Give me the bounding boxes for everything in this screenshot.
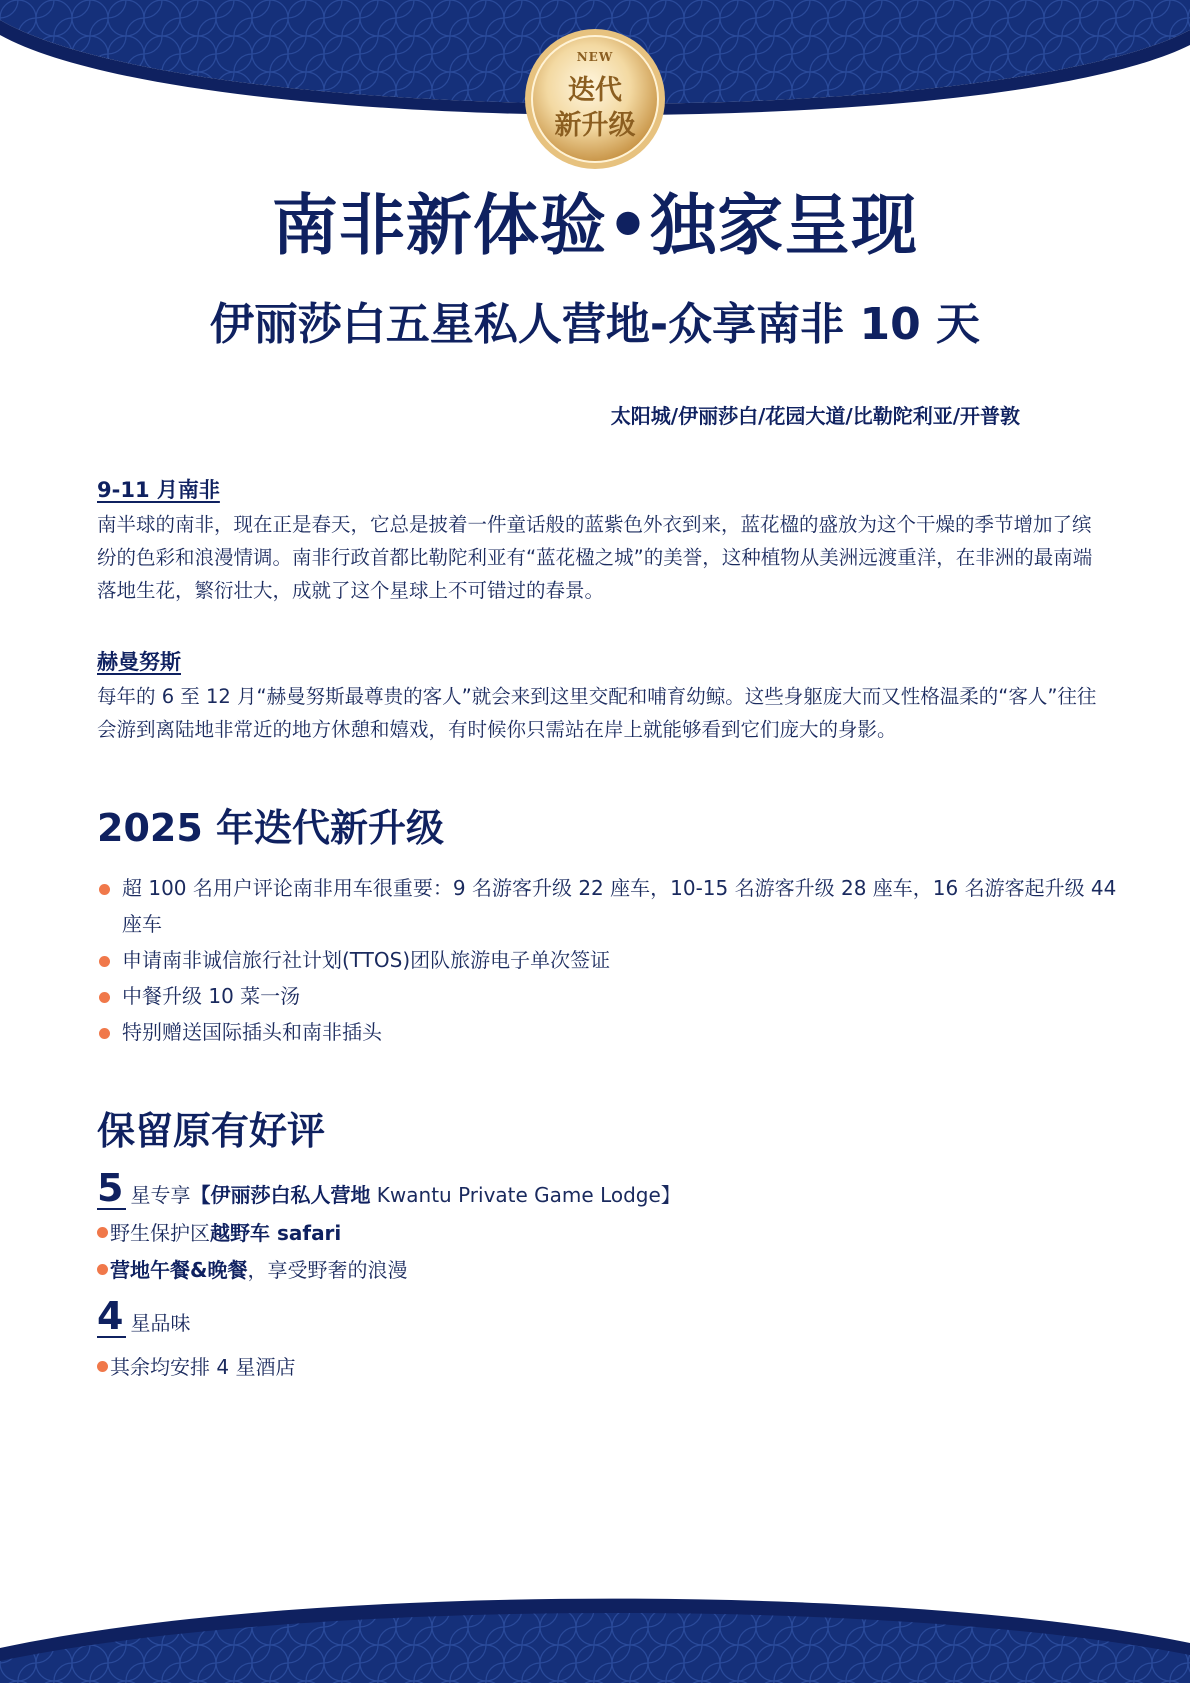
- section-hermanus: [97, 646, 1107, 746]
- page-subtitle: 伊丽莎白五星私人营地-众享南非 10 天: [209, 299, 981, 350]
- section-heading: 赫曼努斯: [97, 650, 181, 674]
- keep-heading: 保留原有好评: [97, 1109, 326, 1153]
- list-item: 野生保护区越野车 safari: [97, 1217, 341, 1246]
- page-title: 南非新体验•独家呈现: [271, 187, 919, 264]
- badge-line2: 新升级: [554, 110, 636, 141]
- route-line: 太阳城/伊丽莎白/花园大道/比勒陀利亚/开普敦: [610, 404, 1020, 428]
- bullet-dot-icon: [99, 1028, 110, 1039]
- badge-line1: 迭代: [568, 75, 622, 106]
- list-item: 超 100 名用户评论南非用车很重要：9 名游客升级 22 座车，10-15 名游客升级 28 座车，16 名游客起升级 44 座车: [97, 870, 1117, 942]
- bullet-dot-icon: [97, 1227, 108, 1238]
- four-star-row: [97, 1296, 190, 1338]
- upgrade-list: [97, 870, 1117, 1050]
- badge-new-label: NEW: [576, 50, 614, 64]
- five-star-row: [97, 1168, 681, 1210]
- new-upgrade-badge: [522, 26, 668, 172]
- list-item: 申请南非诚信旅行社计划(TTOS)团队旅游电子单次签证: [97, 942, 1117, 978]
- upgrade-heading: 2025 年迭代新升级: [97, 806, 444, 850]
- section-body: 每年的 6 至 12 月“赫曼努斯最尊贵的客人”就会来到这里交配和哺育幼鲸。这些身躯庞大而又性格温柔的“客人”往往会游到离陆地非常近的地方休憩和嬉戏，有时候你只需站在岸上就能够看到它们庞大的身影。: [97, 685, 1097, 741]
- bullet-dot-icon: [97, 1264, 108, 1275]
- list-item: 其余均安排 4 星酒店: [97, 1351, 295, 1380]
- bullet-dot-icon: [99, 956, 110, 967]
- five-star-number: 5: [97, 1168, 126, 1210]
- section-body: 南半球的南非，现在正是春天，它总是披着一件童话般的蓝紫色外衣到来，蓝花楹的盛放为这个干燥的季节增加了缤纷的色彩和浪漫情调。南非行政首都比勒陀利亚有“蓝花楹之城”的美誉，这种植物从美洲远渡重洋，在非洲的最南端落地生花，繁衍壮大，成就了这个星球上不可错过的春景。: [97, 513, 1093, 602]
- four-star-number: 4: [97, 1296, 126, 1338]
- bullet-dot-icon: [99, 992, 110, 1003]
- list-item: 特别赠送国际插头和南非插头: [97, 1014, 1117, 1050]
- section-spring: [97, 474, 1107, 607]
- section-heading: 9-11 月南非: [97, 478, 220, 502]
- bullet-dot-icon: [97, 1361, 108, 1372]
- bullet-dot-icon: [99, 884, 110, 895]
- list-item: 营地午餐&晚餐，享受野奢的浪漫: [97, 1254, 407, 1283]
- four-star-text: 星品味: [130, 1311, 191, 1335]
- list-item: 中餐升级 10 菜一汤: [97, 978, 1117, 1014]
- five-star-text: 星专享【伊丽莎白私人营地 Kwantu Private Game Lodge】: [130, 1183, 681, 1207]
- bottom-decorative-band: [0, 1573, 1190, 1683]
